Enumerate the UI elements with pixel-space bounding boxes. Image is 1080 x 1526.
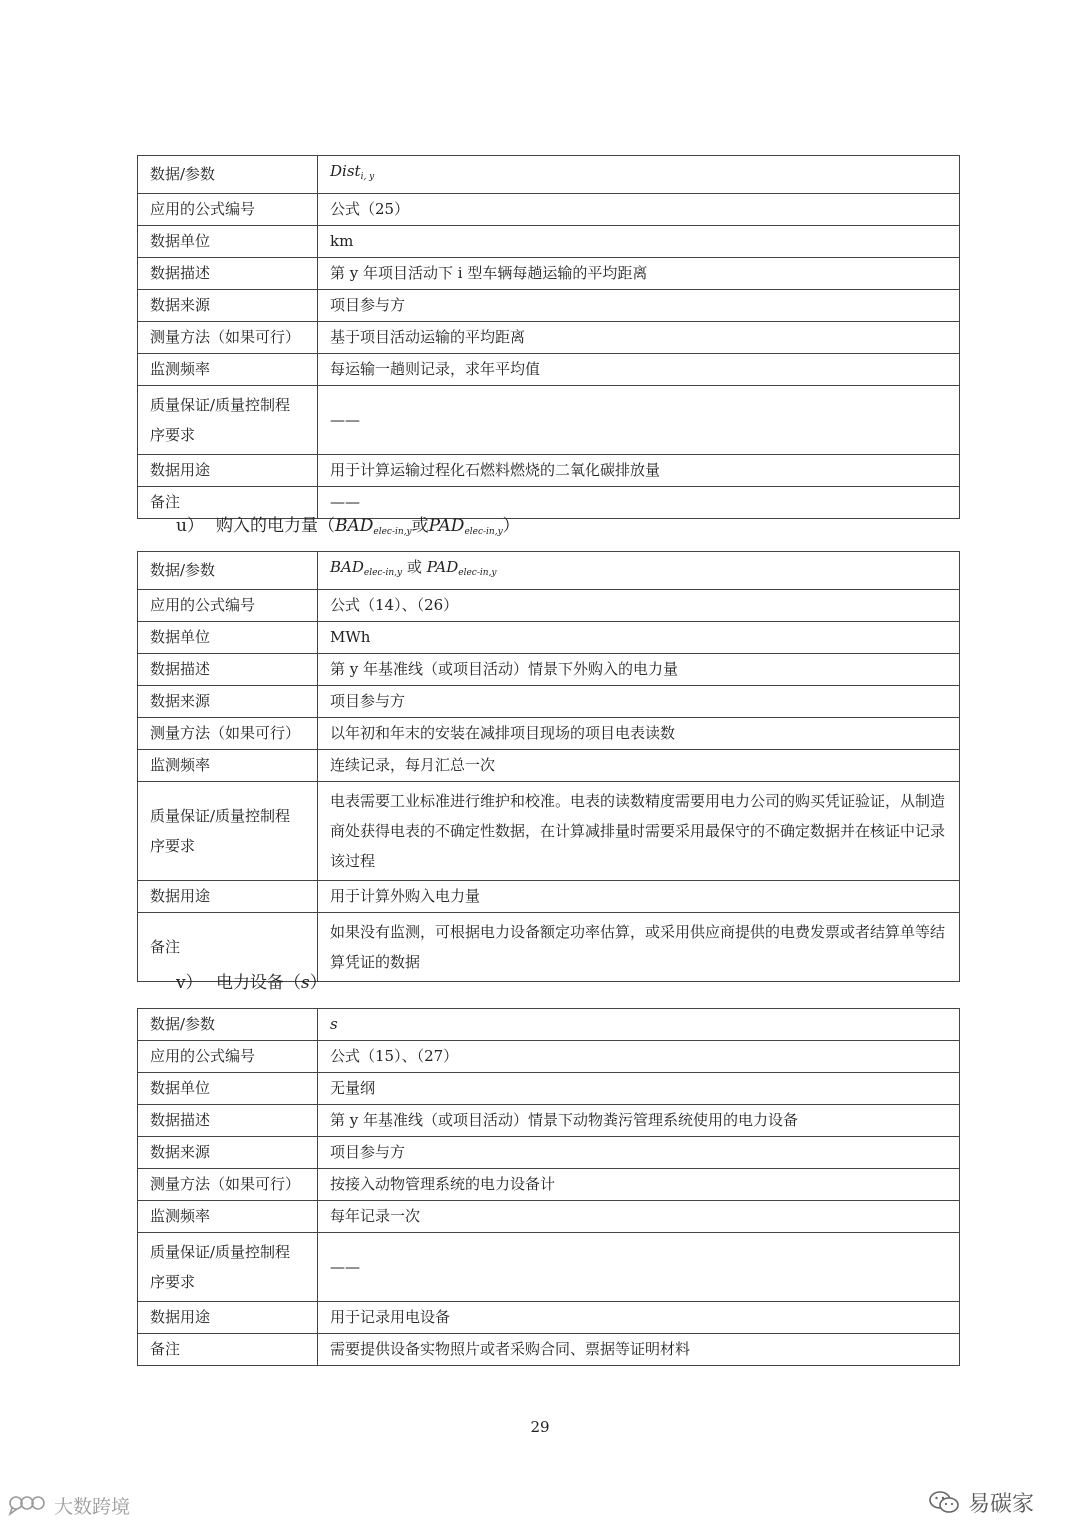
param-value: 第 y 年基准线（或项目活动）情景下动物粪污管理系统使用的电力设备 <box>318 1105 960 1137</box>
param-value: 第 y 年基准线（或项目活动）情景下外购入的电力量 <box>318 654 960 686</box>
param-value: —— <box>318 1233 960 1302</box>
param-table-electricity <box>137 551 960 982</box>
table-row <box>138 1009 960 1041</box>
param-value: 无量纲 <box>318 1073 960 1105</box>
table-row <box>138 386 960 455</box>
param-value: 用于记录用电设备 <box>318 1302 960 1334</box>
param-value: 电表需要工业标准进行维护和校准。电表的读数精度需要用电力公司的购买凭证验证，从制造商处获得电表的不确定性数据，在计算减排量时需要采用最保守的不确定数据并在核证中记录该过程 <box>318 782 960 881</box>
chat-bubble-icon <box>8 1494 48 1518</box>
param-value: 基于项目活动运输的平均距离 <box>318 322 960 354</box>
param-key: 质量保证/质量控制程序要求 <box>138 782 318 881</box>
param-key: 应用的公式编号 <box>138 590 318 622</box>
table-row <box>138 881 960 913</box>
param-key: 备注 <box>138 913 318 982</box>
param-key: 测量方法（如果可行） <box>138 1169 318 1201</box>
param-key: 数据用途 <box>138 1302 318 1334</box>
param-table-equipment <box>137 1008 960 1366</box>
param-key: 应用的公式编号 <box>138 1041 318 1073</box>
param-key: 质量保证/质量控制程序要求 <box>138 386 318 455</box>
table-row <box>138 1334 960 1366</box>
table-row <box>138 194 960 226</box>
param-key: 测量方法（如果可行） <box>138 718 318 750</box>
table-row <box>138 354 960 386</box>
param-value: Dist$_{i, y}$ <box>318 156 960 194</box>
param-key: 监测频率 <box>138 1201 318 1233</box>
param-key: 监测频率 <box>138 354 318 386</box>
table-row <box>138 718 960 750</box>
param-value: 公式（15）、（27） <box>318 1041 960 1073</box>
param-key: 数据用途 <box>138 455 318 487</box>
section-heading-v: v） 电力设备（s） <box>176 973 327 993</box>
table-row <box>138 782 960 881</box>
param-key: 数据来源 <box>138 686 318 718</box>
watermark-right-text: 易碳家 <box>968 1492 1035 1517</box>
table-row <box>138 258 960 290</box>
table-row <box>138 290 960 322</box>
param-value: 用于计算运输过程化石燃料燃烧的二氧化碳排放量 <box>318 455 960 487</box>
param-value: $BAD_{elec-in,y}$ 或 $PAD_{elec-in,y}$ <box>318 552 960 590</box>
param-value: —— <box>318 386 960 455</box>
param-key: 应用的公式编号 <box>138 194 318 226</box>
param-key: 数据用途 <box>138 881 318 913</box>
param-value: 项目参与方 <box>318 290 960 322</box>
param-value: 如果没有监测，可根据电力设备额定功率估算，或采用供应商提供的电费发票或者结算单等结算凭证的数据 <box>318 913 960 982</box>
param-key: 数据/参数 <box>138 156 318 194</box>
param-value: —— <box>318 487 960 519</box>
table-row <box>138 1201 960 1233</box>
param-key: 测量方法（如果可行） <box>138 322 318 354</box>
table-row <box>138 322 960 354</box>
param-key: 数据描述 <box>138 654 318 686</box>
param-key: 数据/参数 <box>138 552 318 590</box>
param-key: 数据单位 <box>138 622 318 654</box>
param-key: 监测频率 <box>138 750 318 782</box>
param-value: 用于计算外购入电力量 <box>318 881 960 913</box>
param-value: 第 y 年项目活动下 i 型车辆每趟运输的平均距离 <box>318 258 960 290</box>
param-value: MWh <box>318 622 960 654</box>
param-key: 备注 <box>138 1334 318 1366</box>
watermark-left <box>8 1492 130 1519</box>
wechat-icon <box>928 1490 960 1516</box>
table-row <box>138 156 960 194</box>
table-row <box>138 1169 960 1201</box>
param-key: 数据单位 <box>138 1073 318 1105</box>
table-row <box>138 552 960 590</box>
table-row <box>138 1137 960 1169</box>
param-value: 连续记录，每月汇总一次 <box>318 750 960 782</box>
table-row <box>138 1073 960 1105</box>
table-row <box>138 455 960 487</box>
table-row <box>138 1233 960 1302</box>
table-row <box>138 654 960 686</box>
param-value: 需要提供设备实物照片或者采购合同、票据等证明材料 <box>318 1334 960 1366</box>
section-heading-u: u） 购入的电力量（$BAD_{elec-in,y}$或$PAD_{elec-in,y}$） <box>176 516 520 537</box>
table-row <box>138 750 960 782</box>
table-row <box>138 1302 960 1334</box>
param-value: km <box>318 226 960 258</box>
param-key: 数据单位 <box>138 226 318 258</box>
param-key: 数据/参数 <box>138 1009 318 1041</box>
param-value: 每运输一趟则记录，求年平均值 <box>318 354 960 386</box>
param-value: 每年记录一次 <box>318 1201 960 1233</box>
page-number: 29 <box>530 1418 550 1436</box>
table-row <box>138 686 960 718</box>
param-key: 数据来源 <box>138 1137 318 1169</box>
param-key: 备注 <box>138 487 318 519</box>
param-value: s <box>318 1009 960 1041</box>
param-value: 项目参与方 <box>318 1137 960 1169</box>
table-row <box>138 590 960 622</box>
table-row <box>138 622 960 654</box>
table-row <box>138 1105 960 1137</box>
param-value: 公式（14）、（26） <box>318 590 960 622</box>
param-key: 质量保证/质量控制程序要求 <box>138 1233 318 1302</box>
param-value: 项目参与方 <box>318 686 960 718</box>
param-table-dist <box>137 155 960 519</box>
watermark-left-text: 大数跨境 <box>54 1496 131 1518</box>
watermark-right[interactable] <box>928 1487 1034 1518</box>
param-value: 以年初和年末的安装在减排项目现场的项目电表读数 <box>318 718 960 750</box>
param-key: 数据来源 <box>138 290 318 322</box>
param-key: 数据描述 <box>138 1105 318 1137</box>
param-value: 公式（25） <box>318 194 960 226</box>
table-row <box>138 1041 960 1073</box>
param-key: 数据描述 <box>138 258 318 290</box>
param-value: 按接入动物管理系统的电力设备计 <box>318 1169 960 1201</box>
table-row <box>138 226 960 258</box>
